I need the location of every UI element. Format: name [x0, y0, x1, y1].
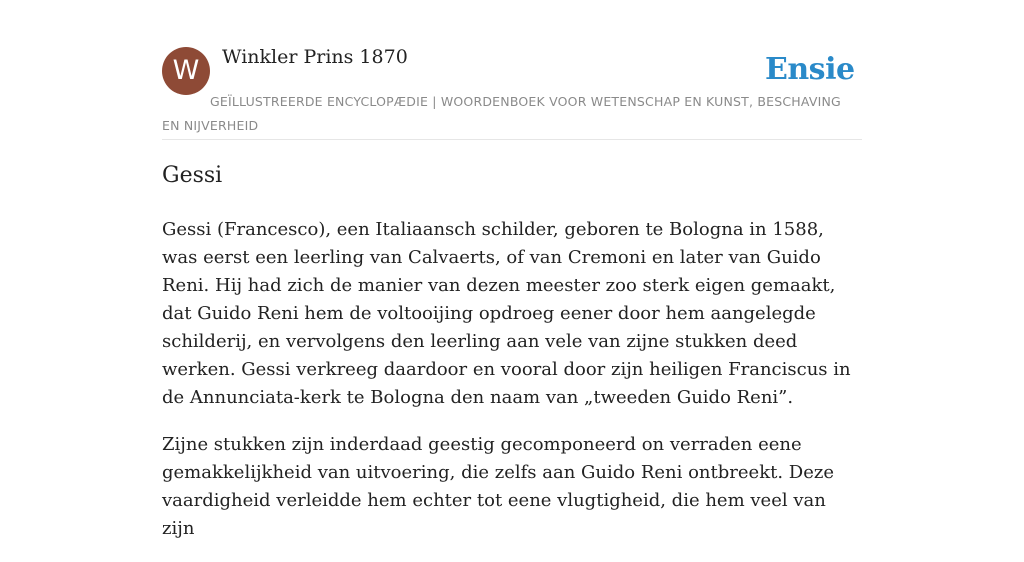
ensie-logo[interactable]: Ensie — [765, 52, 855, 87]
source-subtitle: GEÏLLUSTREERDE ENCYCLOPÆDIE | WOORDENBOEK VOOR WETENSCHAP EN KUNST, BESCHAVING EN NIJVERHEID — [162, 94, 841, 133]
article-title: Gessi — [162, 163, 223, 188]
source-avatar[interactable]: W — [162, 47, 210, 95]
article-paragraph: Gessi (Francesco), een Italiaansch schilder, geboren te Bologna in 1588, was eerst een leerling van Calvaerts, of van Cremoni en later van Guido Reni. Hij had zich de manier van dezen meester zoo sterk eigen gemaakt, dat Guido Reni hem de voltooijing opdroeg eener door hem aangelegde schilderij, en vervolgens den leerling aan vele van zijne stukken deed werken. Gessi verkreeg daardoor en vooral door zijn heiligen Franciscus in de Annunciata-kerk te Bologna den naam van „tweeden Guido Reni”. — [162, 219, 851, 408]
header-divider — [162, 139, 862, 140]
source-name[interactable]: Winkler Prins 1870 — [222, 46, 408, 68]
article-paragraph: Zijne stukken zijn inderdaad geestig gecomponeerd on verraden eene gemakkelijkheid van uitvoering, die zelfs aan Guido Reni ontbreekt. Deze vaardigheid verleidde hem echter tot eene vlugtigheid, die hem veel van zijn — [162, 434, 834, 539]
article-body — [162, 216, 862, 562]
